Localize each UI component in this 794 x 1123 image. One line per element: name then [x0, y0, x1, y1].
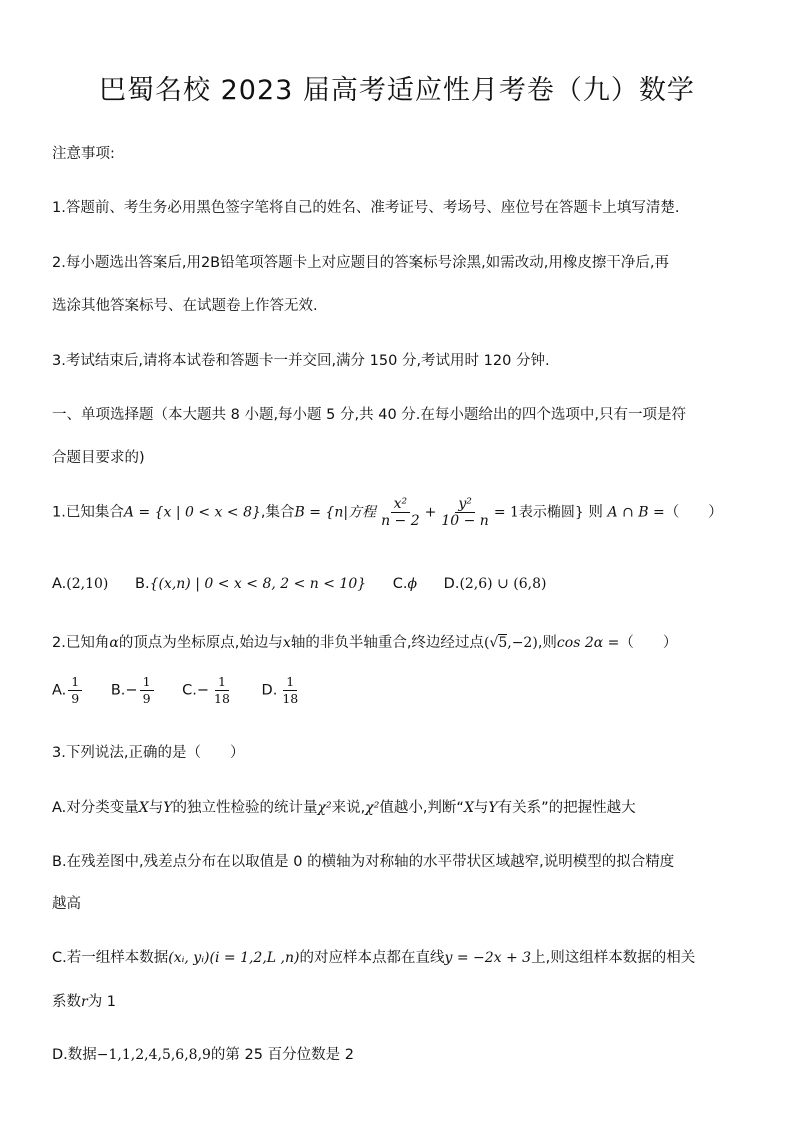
q2-text-2: 的顶点为坐标原点,始边与 [118, 635, 283, 651]
q2-point-open: ( [483, 635, 490, 651]
question-3-option-b-line-2: 越高 [52, 896, 81, 912]
q1-set-b-start: B = {n|方程 [294, 504, 377, 521]
q2-option-d-fraction: $\frac{1}{18}$ [282, 674, 299, 706]
question-3-option-b-line-1: B.在残差图中,残差点分布在以取值是 0 的横轴为对称轴的水平带状区域越窄,说明模型的拟合精度 [52, 854, 675, 870]
notice-heading: 注意事项: [52, 146, 115, 162]
question-3-option-a: A.对分类变量X与Y的独立性检验的统计量χ²来说,χ²值越小,判断“X与Y有关系”的把握性越大 [52, 800, 636, 816]
q1-set-b-end: = 1表示椭圆} [493, 504, 584, 521]
section-heading-line-1: 一、单项选择题（本大题共 8 小题,每小题 5 分,共 40 分.在每小题给出的四个选项中,只有一项是符 [52, 407, 686, 423]
q1-plus: + [424, 504, 437, 521]
q2-option-a-label: A. [52, 682, 67, 699]
q1-mid: ,集合 [260, 504, 295, 521]
q2-option-c-fraction: $\frac{1}{18}$ [214, 674, 230, 706]
q1-option-a-value: (2,10) [66, 576, 109, 592]
notice-item-1: 1.答题前、考生务必用黑色签字笔将自己的姓名、准考证号、考场号、座位号在答题卡上填写清楚. [52, 200, 680, 216]
section-heading-line-2: 合题目要求的) [52, 450, 145, 466]
question-2-stem [52, 631, 677, 652]
q2-option-b-label: B.− [110, 682, 138, 699]
q1-option-a-label: A. [52, 576, 67, 592]
q2-sqrt-value: 5 [498, 635, 508, 651]
q2-x-var: x [282, 635, 291, 651]
q1-expr: A ∩ B = [607, 504, 665, 521]
q1-option-d-label: D. [443, 576, 460, 592]
q2-option-b-fraction: $\frac{1}{9}$ [140, 674, 154, 707]
exam-title: 巴蜀名校 2023 届高考适应性月考卷（九）数学 [99, 75, 695, 106]
notice-item-3: 3.考试结束后,请将本试卷和答题卡一并交回,满分 150 分,考试用时 120 分钟. [52, 353, 550, 369]
q1-prefix: 1.已知集合 [52, 504, 124, 521]
question-3-option-c-line-2: 系数r为 1 [52, 994, 117, 1010]
notice-item-2-line-2: 选涂其他答案标号、在试题卷上作答无效. [52, 298, 318, 314]
q1-option-b-label: B. [135, 576, 150, 592]
q2-text-4: ,则 [537, 635, 557, 651]
q1-option-d-value: (2,6) ∪ (6,8) [459, 576, 547, 592]
q2-expr: cos 2α = [556, 635, 620, 651]
question-3-stem: 3.下列说法,正确的是（ ） [52, 745, 245, 761]
q1-option-c-label: C. [392, 576, 408, 592]
notice-item-2-line-1: 2.每小题选出答案后,用2B铅笔项答题卡上对应题目的答案标号涂黑,如需改动,用橡皮擦干净后,再 [52, 255, 669, 271]
q1-paren: （ ） [664, 504, 723, 521]
q1-set-a: A = {x | 0 < x < 8} [123, 504, 261, 521]
q2-paren: （ ） [619, 635, 678, 651]
q2-option-d-label: D. [261, 682, 278, 699]
q1-fraction-1: $\frac{\text{x²}}{n - 2}$ [381, 496, 420, 529]
q2-text-1: 2.已知角 [52, 635, 110, 651]
q1-option-c-value: ϕ [407, 576, 418, 592]
q2-sqrt-sign: √ [489, 635, 499, 651]
q1-option-b-value: {(x,n) | 0 < x < 8, 2 < n < 10} [149, 576, 367, 592]
question-3-option-d: D.数据−1,1,2,4,5,6,8,9的第 25 百分位数是 2 [52, 1047, 354, 1063]
question-1-options [52, 576, 546, 592]
q2-point-rest: ,−2) [507, 635, 538, 651]
q1-fraction-2: $\frac{\text{y²}}{10 - n}$ [441, 496, 489, 529]
q2-option-a-fraction: $\frac{1}{9}$ [68, 674, 82, 707]
question-3-option-c-line-1: C.若一组样本数据(xᵢ, yᵢ)(i = 1,2,L ,n)的对应样本点都在直线y = −2x + 3上,则这组样本数据的相关 [52, 950, 696, 966]
question-1-stem [52, 496, 723, 529]
q2-option-c-label: C.− [182, 682, 210, 699]
q2-text-3: 轴的非负半轴重合,终边经过点 [290, 635, 484, 651]
question-2-options [52, 674, 303, 707]
q2-alpha: α [109, 635, 119, 651]
q1-then: 则 [583, 504, 608, 521]
